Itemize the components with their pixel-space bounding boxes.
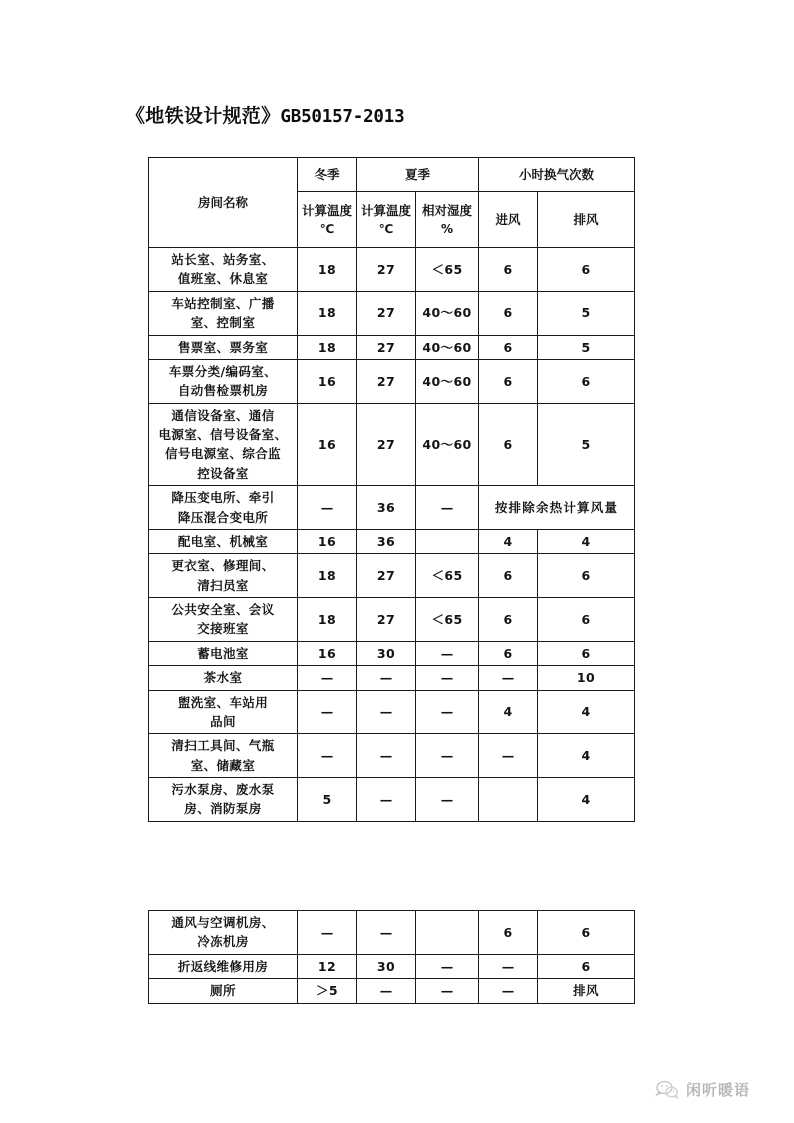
header-room-name: 房间名称	[149, 158, 298, 248]
room-name-line: 冷冻机房	[197, 934, 249, 950]
header-summer-temp-label: 计算温度	[360, 202, 411, 218]
room-name-line: 自动售检票机房	[177, 383, 269, 399]
room-name-line: 值班室、休息室	[177, 271, 269, 287]
cell-winter-temp: 18	[298, 335, 357, 359]
table-row	[149, 911, 635, 955]
room-name-line: 控设备室	[197, 465, 249, 481]
cell-room-name	[149, 641, 298, 665]
table-row	[149, 778, 635, 822]
cell-supply-air: —	[479, 979, 538, 1003]
cell-supply-air: 6	[479, 911, 538, 955]
cell-relative-humidity: 40～60	[416, 335, 479, 359]
page-title	[126, 101, 404, 128]
room-name-line: 售票室、票务室	[177, 339, 269, 355]
room-name-line: 室、储藏室	[190, 757, 256, 773]
cell-winter-temp: 5	[298, 778, 357, 822]
wechat-icon	[655, 1080, 679, 1100]
cell-winter-temp: 16	[298, 403, 357, 486]
table-body-lower	[149, 911, 635, 1004]
watermark-text: 闲听暖语	[686, 1081, 751, 1099]
cell-room-name	[149, 554, 298, 598]
room-name-line: 降压变电所、牵引	[171, 490, 275, 506]
cell-exhaust-air: 5	[538, 291, 635, 335]
room-name-line: 更衣室、修理间、	[171, 558, 275, 574]
cell-relative-humidity	[416, 529, 479, 553]
cell-winter-temp: 16	[298, 641, 357, 665]
cell-summer-temp: —	[357, 666, 416, 690]
table-row	[149, 598, 635, 642]
cell-supply-air: 6	[479, 641, 538, 665]
room-name-line: 车站控制室、广播	[171, 295, 275, 311]
cell-summer-temp: —	[357, 979, 416, 1003]
table-row	[149, 529, 635, 553]
table-row	[149, 335, 635, 359]
cell-room-name	[149, 598, 298, 642]
header-humidity-unit: %	[440, 222, 454, 237]
cell-summer-temp: 27	[357, 359, 416, 403]
room-name-line: 公共安全室、会议	[171, 602, 275, 617]
room-name-line: 配电室、机械室	[177, 533, 269, 549]
watermark	[655, 1079, 750, 1100]
table-header	[149, 158, 635, 248]
cell-room-name	[149, 911, 298, 955]
table-row	[149, 641, 635, 665]
table-row	[149, 359, 635, 403]
cell-exhaust-air: 4	[538, 778, 635, 822]
cell-summer-temp: —	[357, 690, 416, 734]
header-summer: 夏季	[357, 158, 479, 192]
cell-winter-temp: 16	[298, 529, 357, 553]
cell-exhaust-air: 6	[538, 641, 635, 665]
header-humidity-label: 相对湿度	[422, 202, 473, 218]
cell-supply-air: —	[479, 954, 538, 978]
cell-room-name	[149, 335, 298, 359]
cell-room-name	[149, 403, 298, 486]
cell-exhaust-air: 4	[538, 529, 635, 553]
cell-exhaust-air: 6	[538, 954, 635, 978]
cell-relative-humidity: 40～60	[416, 359, 479, 403]
header-winter: 冬季	[298, 158, 357, 192]
page-title-standard-code: GB50157-2013	[280, 107, 405, 127]
cell-winter-temp: —	[298, 486, 357, 530]
room-name-line: 房、消防泵房	[184, 801, 262, 817]
spec-table-lower-wrapper	[148, 910, 634, 1004]
room-name-line: 电源室、信号设备室、	[158, 427, 288, 442]
cell-winter-temp: —	[298, 911, 357, 955]
room-name-line: 站长室、站务室、	[171, 252, 275, 267]
cell-supply-air: 6	[479, 554, 538, 598]
header-supply-air: 进风	[479, 192, 538, 248]
header-relative-humidity	[416, 192, 479, 248]
cell-winter-temp: —	[298, 690, 357, 734]
cell-exhaust-air: 排风	[538, 979, 635, 1003]
cell-room-name	[149, 734, 298, 778]
cell-room-name	[149, 529, 298, 553]
room-name-line: 通信设备室、通信	[171, 407, 275, 423]
room-name-line: 室、控制室	[190, 315, 256, 331]
cell-winter-temp: —	[298, 734, 357, 778]
cell-room-name	[149, 778, 298, 822]
page-title-cn: 《地铁设计规范》	[126, 105, 281, 127]
ventilation-spec-table	[148, 157, 635, 822]
cell-summer-temp: 27	[357, 554, 416, 598]
cell-exhaust-air: 5	[538, 335, 635, 359]
cell-relative-humidity: —	[416, 666, 479, 690]
room-name-line: 盥洗室、车站用	[177, 694, 269, 710]
room-name-line: 信号电源室、综合监	[164, 446, 282, 462]
cell-supply-air: 6	[479, 598, 538, 642]
cell-summer-temp: —	[357, 734, 416, 778]
cell-supply-air: 6	[479, 291, 538, 335]
cell-winter-temp: 18	[298, 598, 357, 642]
header-winter-temp-unit: ℃	[319, 222, 335, 237]
header-exhaust-air: 排风	[538, 192, 635, 248]
cell-summer-temp: 27	[357, 403, 416, 486]
cell-exhaust-air: 4	[538, 734, 635, 778]
header-air-change-rate: 小时换气次数	[479, 158, 635, 192]
room-name-line: 清扫员室	[197, 577, 249, 593]
room-name-line: 污水泵房、废水泵	[171, 782, 275, 797]
cell-air-change-note: 按排除余热计算风量	[479, 486, 635, 530]
cell-winter-temp: 18	[298, 248, 357, 292]
cell-summer-temp: 36	[357, 529, 416, 553]
cell-summer-temp: 27	[357, 335, 416, 359]
cell-room-name	[149, 291, 298, 335]
room-name-line: 降压混合变电所	[177, 509, 269, 525]
spec-table-upper-wrapper	[148, 157, 634, 822]
cell-relative-humidity	[416, 911, 479, 955]
cell-exhaust-air: 6	[538, 248, 635, 292]
cell-room-name	[149, 359, 298, 403]
cell-summer-temp: —	[357, 778, 416, 822]
table-row	[149, 403, 635, 486]
cell-exhaust-air: 5	[538, 403, 635, 486]
cell-relative-humidity: —	[416, 734, 479, 778]
cell-exhaust-air: 6	[538, 598, 635, 642]
cell-winter-temp: ＞5	[298, 979, 357, 1003]
cell-exhaust-air: 6	[538, 554, 635, 598]
cell-room-name	[149, 979, 298, 1003]
cell-relative-humidity: —	[416, 690, 479, 734]
room-name-line: 折返线维修用房	[177, 958, 269, 974]
table-body-upper	[149, 248, 635, 822]
cell-summer-temp: 30	[357, 641, 416, 665]
header-winter-temp	[298, 192, 357, 248]
cell-supply-air: 4	[479, 529, 538, 553]
cell-summer-temp: 27	[357, 291, 416, 335]
cell-supply-air: 6	[479, 335, 538, 359]
cell-relative-humidity: 40～60	[416, 291, 479, 335]
cell-winter-temp: 12	[298, 954, 357, 978]
table-row	[149, 954, 635, 978]
cell-summer-temp: 30	[357, 954, 416, 978]
cell-winter-temp: 18	[298, 554, 357, 598]
cell-relative-humidity: —	[416, 979, 479, 1003]
cell-supply-air: 4	[479, 690, 538, 734]
cell-summer-temp: 27	[357, 248, 416, 292]
cell-winter-temp: 16	[298, 359, 357, 403]
cell-room-name	[149, 954, 298, 978]
cell-supply-air: —	[479, 666, 538, 690]
cell-supply-air: 6	[479, 359, 538, 403]
cell-room-name	[149, 666, 298, 690]
ventilation-spec-table-continued	[148, 910, 635, 1004]
cell-relative-humidity: —	[416, 954, 479, 978]
header-summer-temp	[357, 192, 416, 248]
cell-relative-humidity: 40～60	[416, 403, 479, 486]
cell-exhaust-air: 10	[538, 666, 635, 690]
header-summer-temp-unit: ℃	[378, 222, 394, 237]
table-row	[149, 666, 635, 690]
table-header-row-top	[149, 158, 635, 192]
cell-supply-air	[479, 778, 538, 822]
cell-winter-temp: —	[298, 666, 357, 690]
cell-relative-humidity: ＜65	[416, 248, 479, 292]
table-row	[149, 554, 635, 598]
room-name-line: 交接班室	[197, 621, 249, 637]
cell-summer-temp: 36	[357, 486, 416, 530]
cell-exhaust-air: 6	[538, 911, 635, 955]
table-row	[149, 734, 635, 778]
room-name-line: 车票分类/编码室、	[168, 363, 278, 379]
table-row	[149, 248, 635, 292]
room-name-line: 清扫工具间、气瓶	[171, 738, 275, 754]
cell-summer-temp: —	[357, 911, 416, 955]
cell-room-name	[149, 690, 298, 734]
cell-relative-humidity: —	[416, 641, 479, 665]
cell-supply-air: 6	[479, 403, 538, 486]
cell-supply-air: 6	[479, 248, 538, 292]
cell-exhaust-air: 4	[538, 690, 635, 734]
room-name-line: 厕所	[210, 983, 236, 999]
room-name-line: 茶水室	[203, 670, 243, 686]
cell-relative-humidity: —	[416, 778, 479, 822]
table-row	[149, 291, 635, 335]
cell-relative-humidity: ＜65	[416, 598, 479, 642]
cell-relative-humidity: ＜65	[416, 554, 479, 598]
cell-summer-temp: 27	[357, 598, 416, 642]
table-row	[149, 690, 635, 734]
cell-room-name	[149, 486, 298, 530]
cell-exhaust-air: 6	[538, 359, 635, 403]
cell-relative-humidity: —	[416, 486, 479, 530]
room-name-line: 通风与空调机房、	[171, 915, 275, 930]
table-row	[149, 979, 635, 1003]
room-name-line: 品间	[210, 713, 236, 729]
header-winter-temp-label: 计算温度	[301, 202, 352, 218]
room-name-line: 蓄电池室	[197, 645, 249, 661]
cell-room-name	[149, 248, 298, 292]
cell-winter-temp: 18	[298, 291, 357, 335]
table-row	[149, 486, 635, 530]
cell-supply-air: —	[479, 734, 538, 778]
